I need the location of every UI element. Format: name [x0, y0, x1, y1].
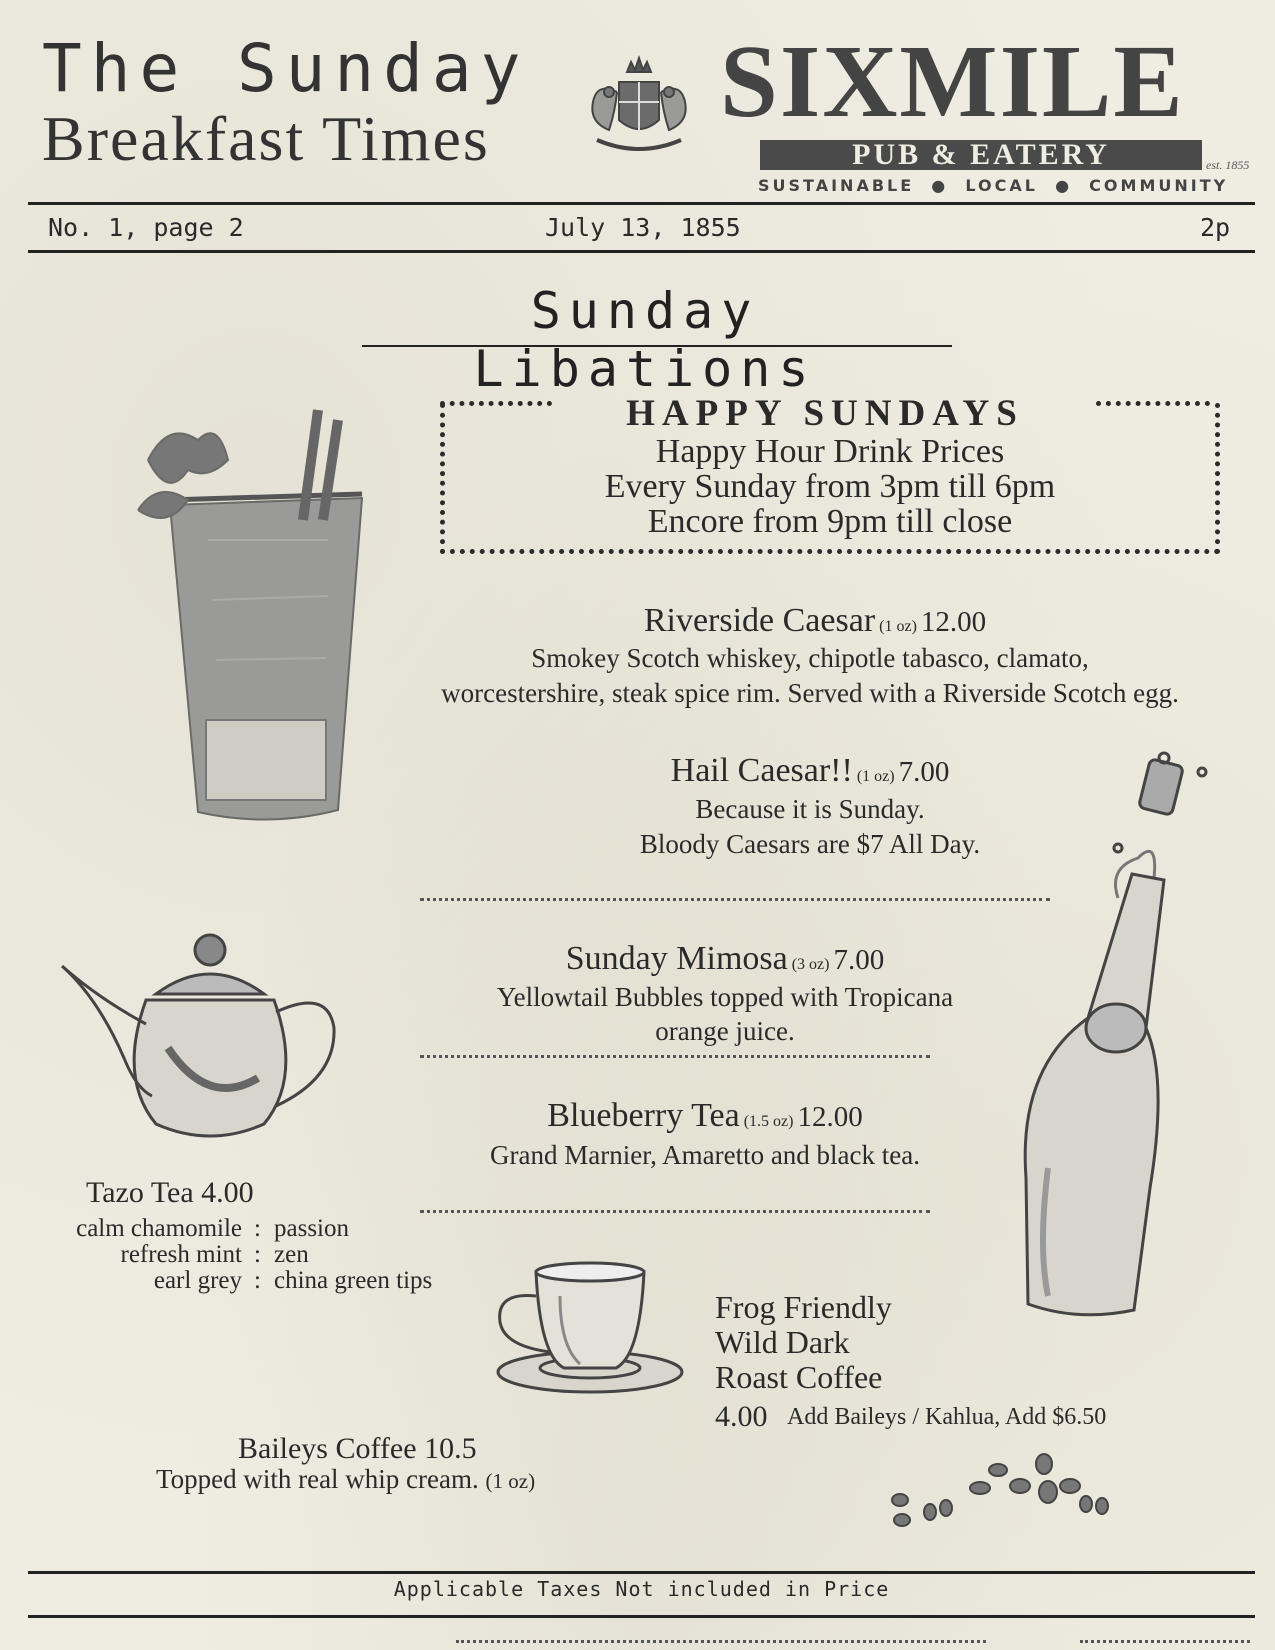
section-title: Sunday Libations	[473, 282, 817, 398]
item-oz: (1.5 oz)	[743, 1113, 794, 1130]
item-price: 7.00	[898, 756, 950, 788]
happy-heading: HAPPY SUNDAYS	[626, 393, 1024, 434]
logo-banner: PUB & EATERY	[760, 140, 1202, 170]
footer-rule-top	[28, 1571, 1255, 1574]
coffee-line: Roast Coffee	[715, 1359, 883, 1395]
item-price: 7.00	[833, 944, 885, 976]
cocktail-glass-icon	[128, 400, 368, 840]
item-name: Sunday Mimosa	[565, 940, 788, 977]
menu-item-sunday-mimosa	[440, 940, 1010, 978]
tea-flavor: china green tips	[274, 1267, 433, 1294]
hail-desc-2: Bloody Caesars are $7 All Day.	[639, 829, 981, 859]
item-name: Hail Caesar!!	[670, 752, 853, 789]
blueberry-desc-1: Grand Marnier, Amaretto and black tea.	[490, 1140, 920, 1170]
tea-flavor: passion	[274, 1215, 349, 1242]
item-oz: (1 oz)	[856, 768, 895, 785]
riverside-desc-2: worcestershire, steak spice rim. Served with a Riverside Scotch egg.	[441, 678, 1179, 708]
item-name: Riverside Caesar	[643, 602, 876, 639]
baileys-desc-text: Topped with real whip cream.	[156, 1464, 479, 1494]
coffee-line: Wild Dark	[715, 1324, 850, 1360]
mimosa-desc-2: orange juice.	[655, 1016, 795, 1046]
coffee-price: 4.00	[715, 1400, 768, 1433]
riverside-desc-1: Smokey Scotch whiskey, chipotle tabasco, clamato,	[531, 643, 1089, 673]
dotted-separator	[420, 898, 1050, 901]
item-oz: (3 oz)	[791, 956, 830, 973]
masthead-title-line2: Breakfast Times	[42, 103, 490, 174]
teapot-icon	[58, 928, 350, 1150]
royal-crest-icon	[578, 42, 700, 166]
dotted-separator	[420, 1210, 930, 1213]
issue-number: No. 1, page 2	[48, 213, 244, 242]
separator: :	[254, 1215, 261, 1242]
champagne-bottle-icon	[968, 748, 1218, 1328]
item-price: 12.00	[797, 1101, 863, 1133]
tea-flavor: calm chamomile	[76, 1215, 242, 1242]
tea-flavors-right	[274, 1216, 432, 1294]
masthead-rule-bottom	[28, 250, 1255, 253]
tea-flavor: refresh mint	[120, 1241, 242, 1268]
section-title-underline	[362, 345, 952, 347]
tazo-tea-heading: Tazo Tea 4.00	[86, 1176, 254, 1209]
logo-established: est. 1855	[1206, 158, 1250, 172]
issue-date: July 13, 1855	[545, 213, 741, 242]
baileys-description	[156, 1464, 535, 1495]
separator: :	[254, 1267, 261, 1294]
tea-flavor: zen	[274, 1241, 309, 1268]
item-price: 12.00	[920, 606, 987, 638]
footer-rule-bottom	[28, 1615, 1255, 1618]
happy-line-2: Every Sunday from 3pm till 6pm	[604, 468, 1056, 505]
dotted-separator	[420, 1055, 930, 1058]
separator: :	[254, 1241, 261, 1268]
hail-desc-1: Because it is Sunday.	[695, 794, 925, 824]
baileys-heading: Baileys Coffee 10.5	[238, 1432, 477, 1465]
coffee-cup-icon	[490, 1256, 690, 1396]
item-oz: (1 oz)	[879, 618, 917, 635]
mimosa-desc-1: Yellowtail Bubbles topped with Tropicana	[496, 982, 954, 1012]
menu-item-blueberry-tea	[420, 1097, 990, 1135]
coffee-title	[715, 1290, 892, 1395]
baileys-oz: (1 oz)	[485, 1469, 536, 1493]
tea-flavor: earl grey	[153, 1267, 242, 1294]
happy-line-1: Happy Hour Drink Prices	[655, 433, 1005, 470]
coffee-addon: Add Baileys / Kahlua, Add $6.50	[787, 1404, 1107, 1430]
coffee-beans-icon	[880, 1450, 1120, 1530]
issue-price: 2p	[1200, 213, 1231, 242]
tea-separator	[254, 1216, 261, 1294]
tea-flavors-left	[60, 1216, 242, 1294]
happy-line-3: Encore from 9pm till close	[647, 503, 1013, 540]
masthead-rule-top	[28, 202, 1255, 205]
menu-item-riverside-caesar	[420, 602, 1210, 640]
footer-dots-left	[456, 1640, 986, 1643]
footer-dots-right	[1080, 1640, 1250, 1643]
logo-wordmark: SIXMILE	[720, 24, 1185, 139]
masthead-title-line1: The Sunday	[42, 30, 530, 107]
item-name: Blueberry Tea	[547, 1097, 740, 1134]
logo-tagline: SUSTAINABLE ● LOCAL ● COMMUNITY	[758, 176, 1229, 195]
footer-note: Applicable Taxes Not included in Price	[393, 1577, 890, 1601]
coffee-line: Frog Friendly	[715, 1289, 892, 1325]
